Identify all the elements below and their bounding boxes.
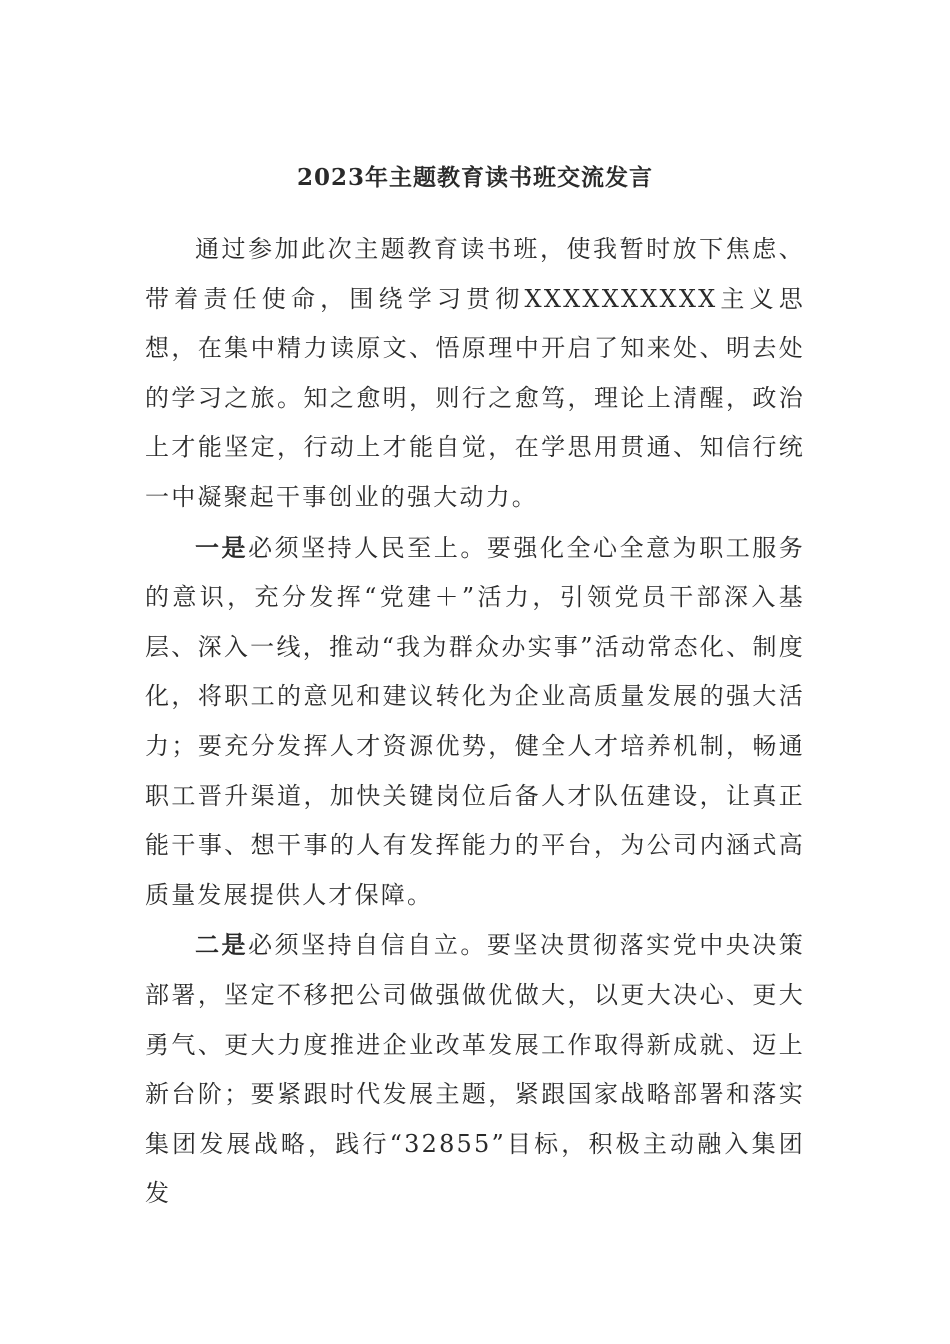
document-body: [145, 224, 805, 1219]
paragraph-lead: 二是: [195, 930, 249, 960]
paragraph-text: 必须坚持人民至上。要强化全心全意为职工服务的意识，充分发挥“党建＋”活力，引领党员干部深入基层、深入一线，推动“我为群众办实事”活动常态化、制度化，将职工的意见和建议转化为企业高质量发展的强大活力；要充分发挥人才资源优势，健全人才培养机制，畅通职工晋升渠道，加快关键岗位后备人才队伍建设，让真正能干事、想干事的人有发挥能力的平台，为公司内涵式高质量发展提供人才保障。: [145, 533, 805, 909]
paragraph-text: 通过参加此次主题教育读书班，使我暂时放下焦虑、带着责任使命，围绕学习贯彻XXXXXXXXXX主义思想，在集中精力读原文、悟原理中开启了知来处、明去处的学习之旅。知之愈明，则行之愈笃，理论上清醒，政治上才能坚定，行动上才能自觉，在学思用贯通、知信行统一中凝聚起干事创业的强大动力。: [145, 235, 805, 511]
paragraph-text: 必须坚持自信自立。要坚决贯彻落实党中央决策部署，坚定不移把公司做强做优做大，以更大决心、更大勇气、更大力度推进企业改革发展工作取得新成就、迈上新台阶；要紧跟时代发展主题，紧跟国家战略部署和落实集团发展战略，践行“32855”目标，积极主动融入集团发: [145, 931, 805, 1208]
paragraph-point-two: [145, 920, 805, 1219]
document-title: 2023年主题教育读书班交流发言: [296, 164, 653, 191]
paragraph-intro: [145, 224, 805, 523]
paragraph-point-one: [145, 523, 805, 921]
paragraph-lead: 一是: [195, 532, 249, 562]
